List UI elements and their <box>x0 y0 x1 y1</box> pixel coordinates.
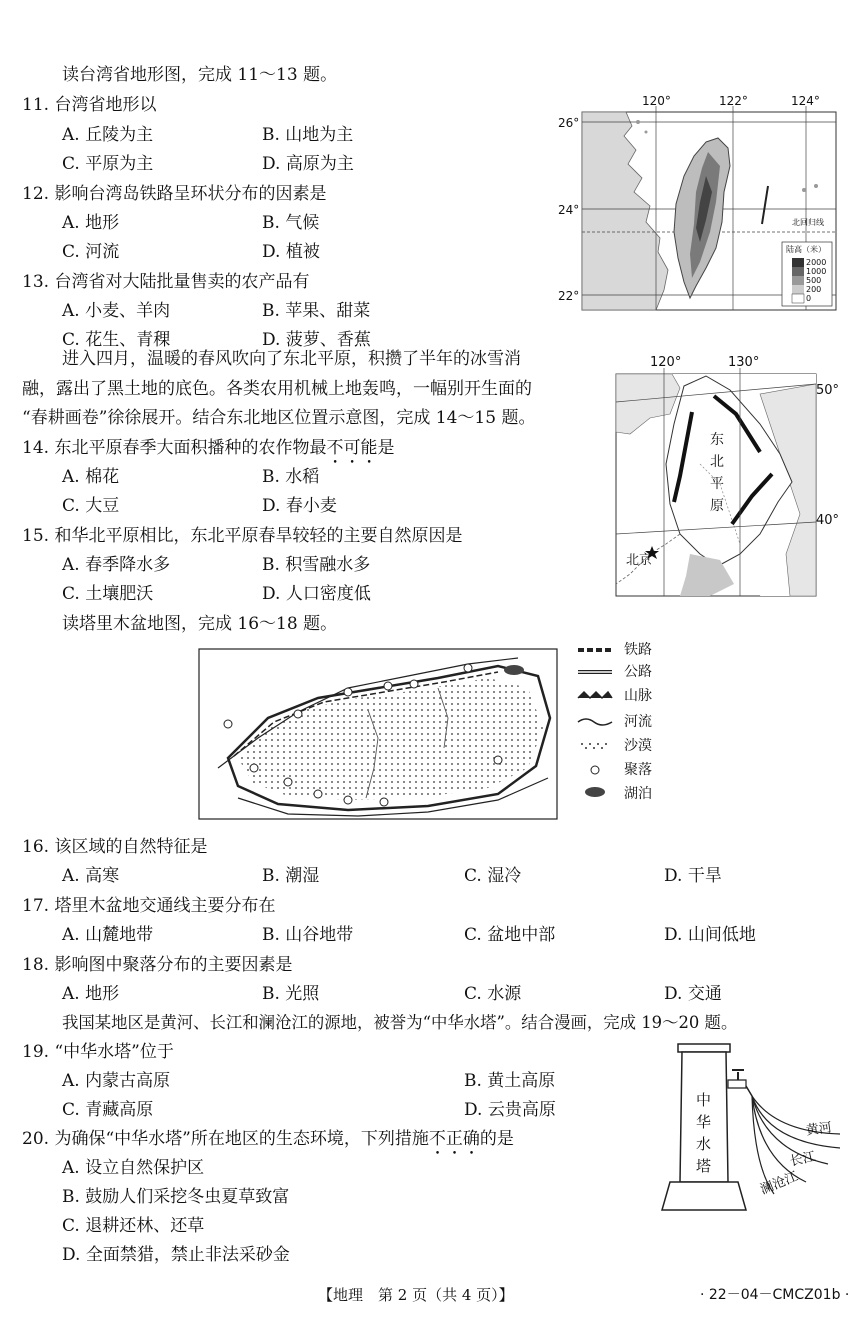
tower-char-4: 塔 <box>696 1157 712 1175</box>
q11-option-c: C. 平原为主 <box>62 154 154 174</box>
q16-option-d: D. 干旱 <box>664 866 722 886</box>
water-tower-cartoon <box>656 1036 840 1214</box>
tarim-basin-map <box>198 648 558 820</box>
legend-0: 0 <box>806 294 812 303</box>
q16-option-a: A. 高寒 <box>62 866 120 886</box>
ne-lon-120: 120° <box>650 355 682 370</box>
q15-option-a: A. 春季降水多 <box>62 555 171 575</box>
taiwan-lon-124: 124° <box>791 94 820 108</box>
ne-lat-50: 50° <box>816 383 840 398</box>
q17-option-a: A. 山麓地带 <box>62 925 154 945</box>
q14-option-b: B. 水稻 <box>262 467 320 487</box>
legend-2000: 2000 <box>806 258 827 267</box>
intro-taiwan: 读台湾省地形图，完成 11～13 题。 <box>62 65 338 85</box>
tarim-legend <box>572 640 672 816</box>
city-beijing: 北京 <box>626 553 653 568</box>
plain-label-4: 原 <box>710 498 724 514</box>
q15-option-c: C. 土壤肥沃 <box>62 584 154 604</box>
q11-stem: 11. 台湾省地形以 <box>22 95 157 115</box>
q18-stem: 18. 影响图中聚落分布的主要因素是 <box>22 955 293 975</box>
q12-stem: 12. 影响台湾岛铁路呈环状分布的因素是 <box>22 184 327 204</box>
q18-option-d: D. 交通 <box>664 984 722 1004</box>
legend-highway: 公路 <box>624 664 652 680</box>
q20-emphasis: 不正确 <box>428 1129 480 1149</box>
q19-option-d: D. 云贵高原 <box>464 1100 556 1120</box>
legend-lake: 湖泊 <box>624 786 652 802</box>
river-yellow: 黄河 <box>805 1120 833 1139</box>
q12-option-b: B. 气候 <box>262 213 320 233</box>
intro-tarim: 读塔里木盆地图，完成 16～18 题。 <box>62 614 338 634</box>
taiwan-lat-26: 26° <box>558 116 580 130</box>
q18-option-b: B. 光照 <box>262 984 320 1004</box>
tower-char-1: 中 <box>696 1091 712 1109</box>
q19-option-b: B. 黄土高原 <box>464 1071 556 1091</box>
q16-option-b: B. 潮湿 <box>262 866 320 886</box>
q14-option-a: A. 棉花 <box>62 467 120 487</box>
intro-water-tower: 我国某地区是黄河、长江和澜沧江的源地，被誉为“中华水塔”。结合漫画，完成 19～20 题。 <box>62 1013 738 1032</box>
legend-200: 200 <box>806 285 822 294</box>
q17-option-b: B. 山谷地带 <box>262 925 354 945</box>
q14-stem-end: 是 <box>377 438 395 458</box>
q20-stem-text: 20. 为确保“中华水塔”所在地区的生态环境，下列措施 <box>22 1129 429 1149</box>
legend-desert: 沙漠 <box>624 738 652 754</box>
q20-option-d: D. 全面禁猎，禁止非法采砂金 <box>62 1245 290 1265</box>
tower-char-2: 华 <box>696 1113 712 1131</box>
q15-stem: 15. 和华北平原相比，东北平原春旱较轻的主要自然原因是 <box>22 526 463 546</box>
q16-stem: 16. 该区域的自然特征是 <box>22 837 208 857</box>
taiwan-lat-24: 24° <box>558 203 580 217</box>
legend-river: 河流 <box>624 714 652 730</box>
tower-char-3: 水 <box>696 1135 712 1153</box>
q20-option-a: A. 设立自然保护区 <box>62 1158 205 1178</box>
q20-option-c: C. 退耕还林、还草 <box>62 1216 205 1236</box>
legend-title: 陆高（米） <box>786 245 826 254</box>
q14-option-d: D. 春小麦 <box>262 496 337 516</box>
taiwan-lat-22: 22° <box>558 289 580 303</box>
river-yangtze: 长江 <box>788 1149 818 1170</box>
q11-option-d: D. 高原为主 <box>262 154 354 174</box>
q14-emphasis: 不可能 <box>326 438 378 458</box>
river-lancang: 澜沧江 <box>758 1169 801 1198</box>
q12-option-d: D. 植被 <box>262 242 320 262</box>
ne-lat-40: 40° <box>816 513 840 528</box>
q13-option-d: D. 菠萝、香蕉 <box>262 330 371 350</box>
q11-option-a: A. 丘陵为主 <box>62 125 154 145</box>
intro-ne-line1: 进入四月，温暖的春风吹向了东北平原，积攒了半年的冰雪消 <box>62 349 521 369</box>
legend-railway: 铁路 <box>624 642 652 658</box>
q20-stem-end: 的是 <box>479 1129 514 1149</box>
q17-option-c: C. 盆地中部 <box>464 925 556 945</box>
q18-option-a: A. 地形 <box>62 984 120 1004</box>
q12-option-c: C. 河流 <box>62 242 120 262</box>
q11-option-b: B. 山地为主 <box>262 125 354 145</box>
q19-option-a: A. 内蒙古高原 <box>62 1071 171 1091</box>
q20-option-b: B. 鼓励人们采挖冬虫夏草致富 <box>62 1187 290 1207</box>
q20-stem <box>22 1128 514 1159</box>
q16-option-c: C. 湿冷 <box>464 866 522 886</box>
plain-label-3: 平 <box>710 476 724 492</box>
q19-stem: 19. “中华水塔”位于 <box>22 1042 174 1062</box>
footer-page: 【地理 第 2 页（共 4 页）】 <box>318 1286 514 1304</box>
q18-option-c: C. 水源 <box>464 984 522 1004</box>
q14-stem-text: 14. 东北平原春季大面积播种的农作物最 <box>22 438 327 458</box>
q15-option-b: B. 积雪融水多 <box>262 555 371 575</box>
q13-option-a: A. 小麦、羊肉 <box>62 301 171 321</box>
intro-ne-line3: “春耕画卷”徐徐展开。结合东北地区位置示意图，完成 14～15 题。 <box>22 408 536 428</box>
taiwan-lon-120: 120° <box>642 94 671 108</box>
q17-option-d: D. 山间低地 <box>664 925 756 945</box>
intro-ne-line2: 融，露出了黑土地的底色。各类农用机械上地轰鸣，一幅别开生面的 <box>22 379 532 399</box>
legend-1000: 1000 <box>806 267 827 276</box>
q13-option-b: B. 苹果、甜菜 <box>262 301 371 321</box>
tropic-label: 北回归线 <box>792 218 824 227</box>
legend-settlement: 聚落 <box>624 762 652 778</box>
q12-option-a: A. 地形 <box>62 213 120 233</box>
plain-label-1: 东 <box>710 432 724 448</box>
q14-option-c: C. 大豆 <box>62 496 120 516</box>
q13-option-c: C. 花生、青稞 <box>62 330 171 350</box>
legend-mountain: 山脉 <box>624 688 652 704</box>
q13-stem: 13. 台湾省对大陆批量售卖的农产品有 <box>22 272 310 292</box>
q15-option-d: D. 人口密度低 <box>262 584 371 604</box>
northeast-china-map <box>610 354 842 598</box>
legend-500: 500 <box>806 276 822 285</box>
q17-stem: 17. 塔里木盆地交通线主要分布在 <box>22 896 276 916</box>
plain-label-2: 北 <box>710 454 724 470</box>
taiwan-terrain-map <box>556 92 840 330</box>
ne-lon-130: 130° <box>728 355 760 370</box>
q19-option-c: C. 青藏高原 <box>62 1100 154 1120</box>
footer-code: · 22－04－CMCZ01b · <box>700 1287 850 1303</box>
taiwan-lon-122: 122° <box>719 94 748 108</box>
q14-stem <box>22 437 394 468</box>
